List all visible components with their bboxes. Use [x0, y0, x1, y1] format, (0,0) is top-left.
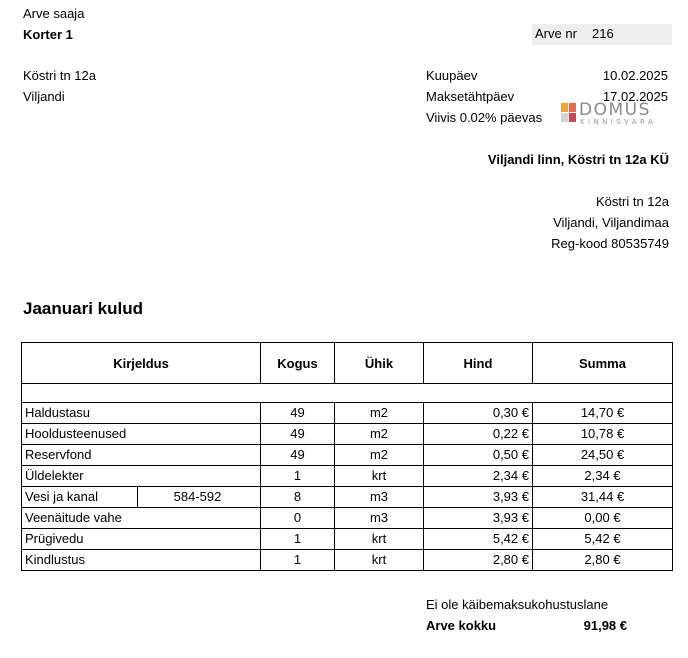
issuer-city: Viljandi, Viljandimaa: [553, 215, 669, 230]
invoice-number: 216: [592, 26, 614, 41]
recipient-street: Köstri tn 12a: [23, 68, 96, 83]
cell-quantity: 0: [261, 508, 335, 529]
cell-description: [22, 424, 261, 445]
header-unit: Ühik: [335, 343, 424, 384]
header-sum: Summa: [533, 343, 673, 384]
cell-sum: 31,44 €: [533, 487, 673, 508]
row-description: Veenäitude vahe: [25, 510, 122, 525]
cell-sum: 2,34 €: [533, 466, 673, 487]
row-description: Hooldusteenused: [25, 426, 127, 441]
cell-quantity: 1: [261, 529, 335, 550]
cell-unit: m3: [335, 508, 424, 529]
cell-price: 0,50 €: [424, 445, 533, 466]
cell-price: 0,22 €: [424, 424, 533, 445]
due-date-label: Maksetähtpäev: [426, 89, 515, 104]
invoice-number-label: Arve nr: [535, 26, 577, 41]
row-meter-reading: 584-592: [137, 487, 257, 507]
logo-square-icon: [561, 103, 568, 112]
cell-sum: 24,50 €: [533, 445, 673, 466]
logo-sub: KINNISVARA: [580, 118, 657, 126]
logo-square-icon: [561, 113, 568, 122]
recipient-city: Viljandi: [23, 89, 65, 104]
items-table: [21, 342, 673, 571]
cell-description: [22, 487, 261, 508]
table-row: [22, 466, 673, 487]
vat-note: Ei ole käibemaksukohustuslane: [426, 597, 609, 612]
cell-price: 3,93 €: [424, 508, 533, 529]
table-row: [22, 529, 673, 550]
recipient-label: Arve saaja: [23, 6, 85, 21]
logo-square-icon: [569, 113, 576, 122]
cell-unit: m2: [335, 445, 424, 466]
row-description: Reservfond: [25, 447, 92, 462]
cell-unit: m2: [335, 403, 424, 424]
table-row: [22, 508, 673, 529]
cell-quantity: 49: [261, 445, 335, 466]
cell-description: [22, 445, 261, 466]
header-quantity: Kogus: [261, 343, 335, 384]
section-title: Jaanuari kulud: [23, 299, 143, 318]
total-amount: 91,98 €: [583, 618, 627, 633]
cell-price: 2,34 €: [424, 466, 533, 487]
cell-description: [22, 466, 261, 487]
table-row: [22, 403, 673, 424]
total-label: Arve kokku: [426, 618, 497, 633]
cell-price: 3,93 €: [424, 487, 533, 508]
due-date: 17.02.2025: [602, 89, 668, 104]
logo-word: DOMUS: [579, 100, 651, 120]
cell-sum: 10,78 €: [533, 424, 673, 445]
header-description: Kirjeldus: [22, 343, 261, 384]
cell-sum: 5,42 €: [533, 529, 673, 550]
table-row: [22, 550, 673, 571]
cell-unit: m2: [335, 424, 424, 445]
cell-unit: m3: [335, 487, 424, 508]
row-description: Üldelekter: [25, 468, 84, 483]
table-spacer-row: [22, 384, 673, 403]
row-description: Kindlustus: [25, 552, 85, 567]
table-row: [22, 424, 673, 445]
issuer-name: Viljandi linn, Köstri tn 12a KÜ: [487, 152, 669, 167]
cell-quantity: 8: [261, 487, 335, 508]
issuer-reg: Reg-kood 80535749: [551, 236, 669, 251]
cell-sum: 2,80 €: [533, 550, 673, 571]
row-description: Vesi ja kanal: [25, 489, 98, 504]
invoice-date-label: Kuupäev: [426, 68, 478, 83]
recipient-name: Korter 1: [23, 27, 73, 42]
cell-sum: 0,00 €: [533, 508, 673, 529]
issuer-street: Köstri tn 12a: [596, 194, 669, 209]
cell-unit: krt: [335, 550, 424, 571]
cell-description: [22, 508, 261, 529]
table-header-row: [22, 343, 673, 384]
cell-quantity: 49: [261, 424, 335, 445]
cell-price: 0,30 €: [424, 403, 533, 424]
row-description: Haldustasu: [25, 405, 91, 420]
penalty-note: Viivis 0.02% päevas: [426, 110, 543, 125]
table-row: [22, 487, 673, 508]
cell-description: [22, 529, 261, 550]
cell-price: 2,80 €: [424, 550, 533, 571]
cell-unit: krt: [335, 529, 424, 550]
logo-square-icon: [569, 103, 576, 112]
cell-description: [22, 403, 261, 424]
invoice-number-box: [532, 24, 672, 45]
cell-price: 5,42 €: [424, 529, 533, 550]
cell-quantity: 1: [261, 550, 335, 571]
cell-sum: 14,70 €: [533, 403, 673, 424]
row-description: Prügivedu: [25, 531, 84, 546]
cell-unit: krt: [335, 466, 424, 487]
invoice-date: 10.02.2025: [602, 68, 668, 83]
table-row: [22, 445, 673, 466]
cell-description: [22, 550, 261, 571]
domus-logo: [561, 100, 671, 127]
header-price: Hind: [424, 343, 533, 384]
cell-quantity: 1: [261, 466, 335, 487]
cell-quantity: 49: [261, 403, 335, 424]
